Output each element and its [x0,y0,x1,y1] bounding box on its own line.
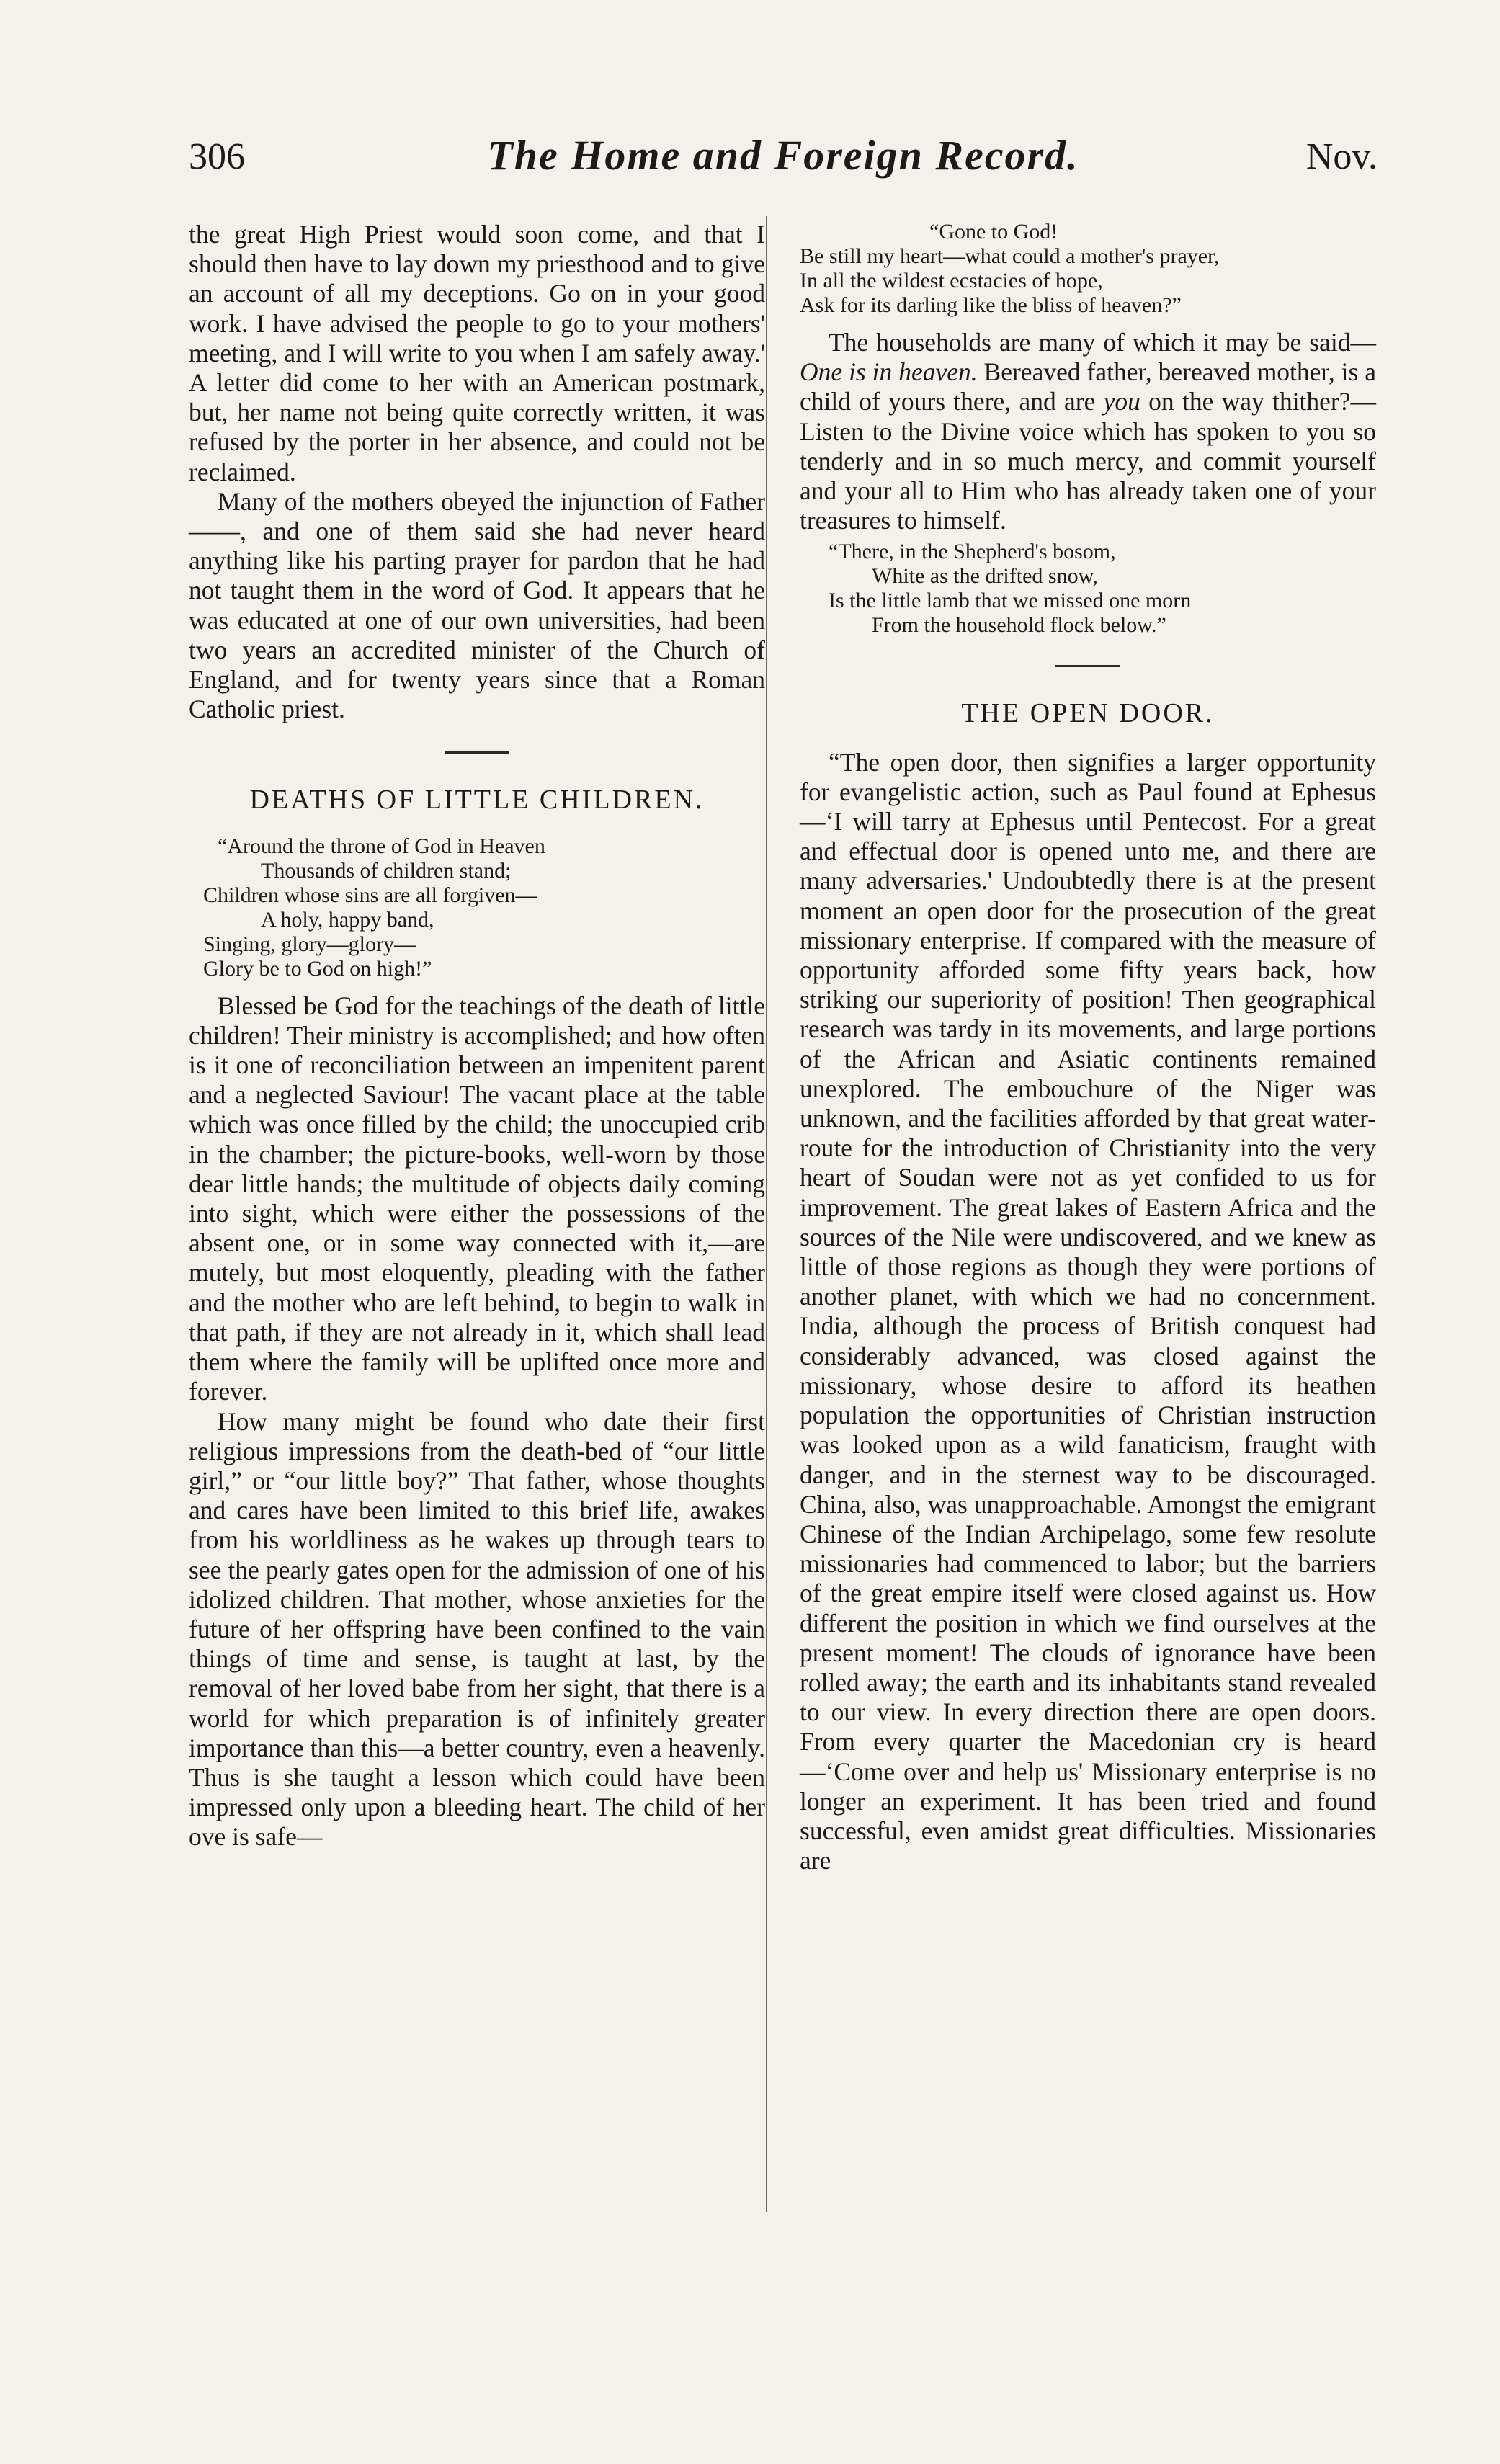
closing-verse [800,220,1376,318]
verse-line: From the household flock below.” [872,613,1166,638]
verse-line: Children whose sins are all forgiven— [203,883,537,907]
verse-line: In all the wildest ecstacies of hope, [800,269,1103,293]
text-run: on the way thither?— Listen to the Divine voice which has spoken to you so tenderly and in so much mercy, and commit yourself and your all to Him who has already taken one of your treasures to himself. [800,387,1377,535]
verse-line: “There, in the Shepherd's bosom, [829,540,1116,564]
verse-line: Ask for its darling like the bliss of heaven?” [800,293,1182,317]
section-separator [1055,665,1120,667]
verse-line: White as the drifted snow, [872,564,1098,589]
running-title: The Home and Foreign Record. [487,132,1079,179]
verse-line: Thousands of children stand; [261,858,512,883]
issue-month: Nov. [1305,136,1378,177]
article-heading-deaths: DEATHS OF LITTLE CHILDREN. [249,785,705,816]
running-header [189,132,1378,193]
verse-line: Singing, glory—glory— [203,932,416,956]
verse-line: A holy, happy band, [261,907,434,932]
text-run: Bereaved father, bereaved mother, is a child of yours there, and are [800,357,1376,416]
left-column [189,220,765,1852]
verse-line: Is the little lamb that we missed one morn [829,589,1192,613]
paragraph: Many of the mothers obeyed the injunction of Father ——, and one of them said she had never heard anything like his parting prayer for pardon that he had not taught them in the word of God. It appears that he was educated at one of our own universities, had been two years an accredited minister of the Church of England, and for twenty years since that a Roman Catholic priest. [189,486,765,724]
text-run: The households are many of which it may be said— [829,328,1376,357]
paragraph: Blessed be God for the teachings of the death of little children! Their ministry is accomplished; and how often is it one of reconciliation between an impenitent parent and a neglected Saviour! The vacant place at the table which was once filled by the child; the unoccupied crib in the chamber; the picture-books, well-worn by those dear little hands; the multitude of objects daily coming into sight, which were either the possessions of the absent one, or in some way connected with it,—are mutely, but most eloquently, pleading with the father and the mother who are left behind, to begin to walk in that path, if they are not already in it, which shall lead them where the family will be uplifted once more and forever. [189,991,765,1406]
emphasis: One is in heaven. [800,357,978,387]
paragraph: the great High Priest would soon come, and that I should then have to lay down my priesthood and to give an account of all my deceptions. Go on in your good work. I have advised the people to go to your mothers' meeting, and I will write to you when I am safely away.' A letter did come to her with an American postmark, but, her name not being quite correctly written, it was refused by the porter in her absence, and could not be reclaimed. [189,220,765,486]
column-divider [766,216,767,2212]
article-heading-open-door: THE OPEN DOOR. [961,698,1215,729]
verse-line: Be still my heart—what could a mother's prayer, [800,244,1220,268]
epigraph-verse [189,834,765,981]
emphasis: you [1103,387,1140,416]
shepherd-verse [800,540,1376,638]
right-column [800,220,1376,1875]
page-number: 306 [189,136,245,177]
verse-line: “Gone to God! [929,220,1058,244]
verse-line: “Around the throne of God in Heaven [218,834,545,858]
paragraph: “The open door, then signifies a larger opportunity for evangelistic action, such as Paul found at Ephesus—‘I will tarry at Ephesus until Pentecost. For a great and effectual door is opened unto me, and there are many adversaries.' Undoubtedly there is at the present moment an open door for the prosecution of the great missionary enterprise. If compared with the measure of opportunity afforded some fifty years back, how striking our superiority of position! Then geographical research was tardy in its movements, and large portions of the African and Asiatic continents remained unexplored. The embouchure of the Niger was unknown, and the facilities afforded by that great water-route for the introduction of Christianity into the very heart of Soudan were not as yet confided to us for improvement. The great lakes of Eastern Africa and the sources of the Nile were undiscovered, and we knew as little of those regions as though they were portions of another planet, with which we had no concernment. India, although the process of British conquest had considerably advanced, was closed against the missionary, whose desire to afford its heathen population the opportunities of Christian instruction was looked upon as a wild fanaticism, fraught with danger, and in the sternest way to be discouraged. China, also, was unapproachable. Amongst the emigrant Chinese of the Indian Archipelago, some few resolute missionaries had commenced to labor; but the barriers of the great empire itself were closed against us. How different the position in which we find ourselves at the present moment! The clouds of ignorance have been rolled away; the earth and its inhabitants stand revealed to our view. In every direction there are open doors. From every quarter the Macedonian cry is heard —‘Come over and help us' Missionary enterprise is no longer an experiment. It has been tried and found successful, even amidst great difficulties. Missionaries are [800,747,1376,1875]
paragraph: How many might be found who date their first religious impressions from the death-bed of “our little girl,” or “our little boy?” That father, whose thoughts and cares have been limited to this brief life, awakes from his worldliness as he wakes up through tears to see the pearly gates open for the admission of one of his idolized children. That mother, whose anxieties for the future of her offspring have been confined to the vain things of time and sense, is taught at last, by the removal of her loved babe from her sight, that there is a world for which preparation is of infinitely greater importance than this—a better country, even a heavenly. Thus is she taught a lesson which could have been impressed only upon a bleeding heart. The child of her ove is safe— [189,1406,765,1852]
verse-line: Glory be to God on high!” [203,956,432,981]
section-separator [445,751,509,754]
paragraph [800,328,1376,535]
